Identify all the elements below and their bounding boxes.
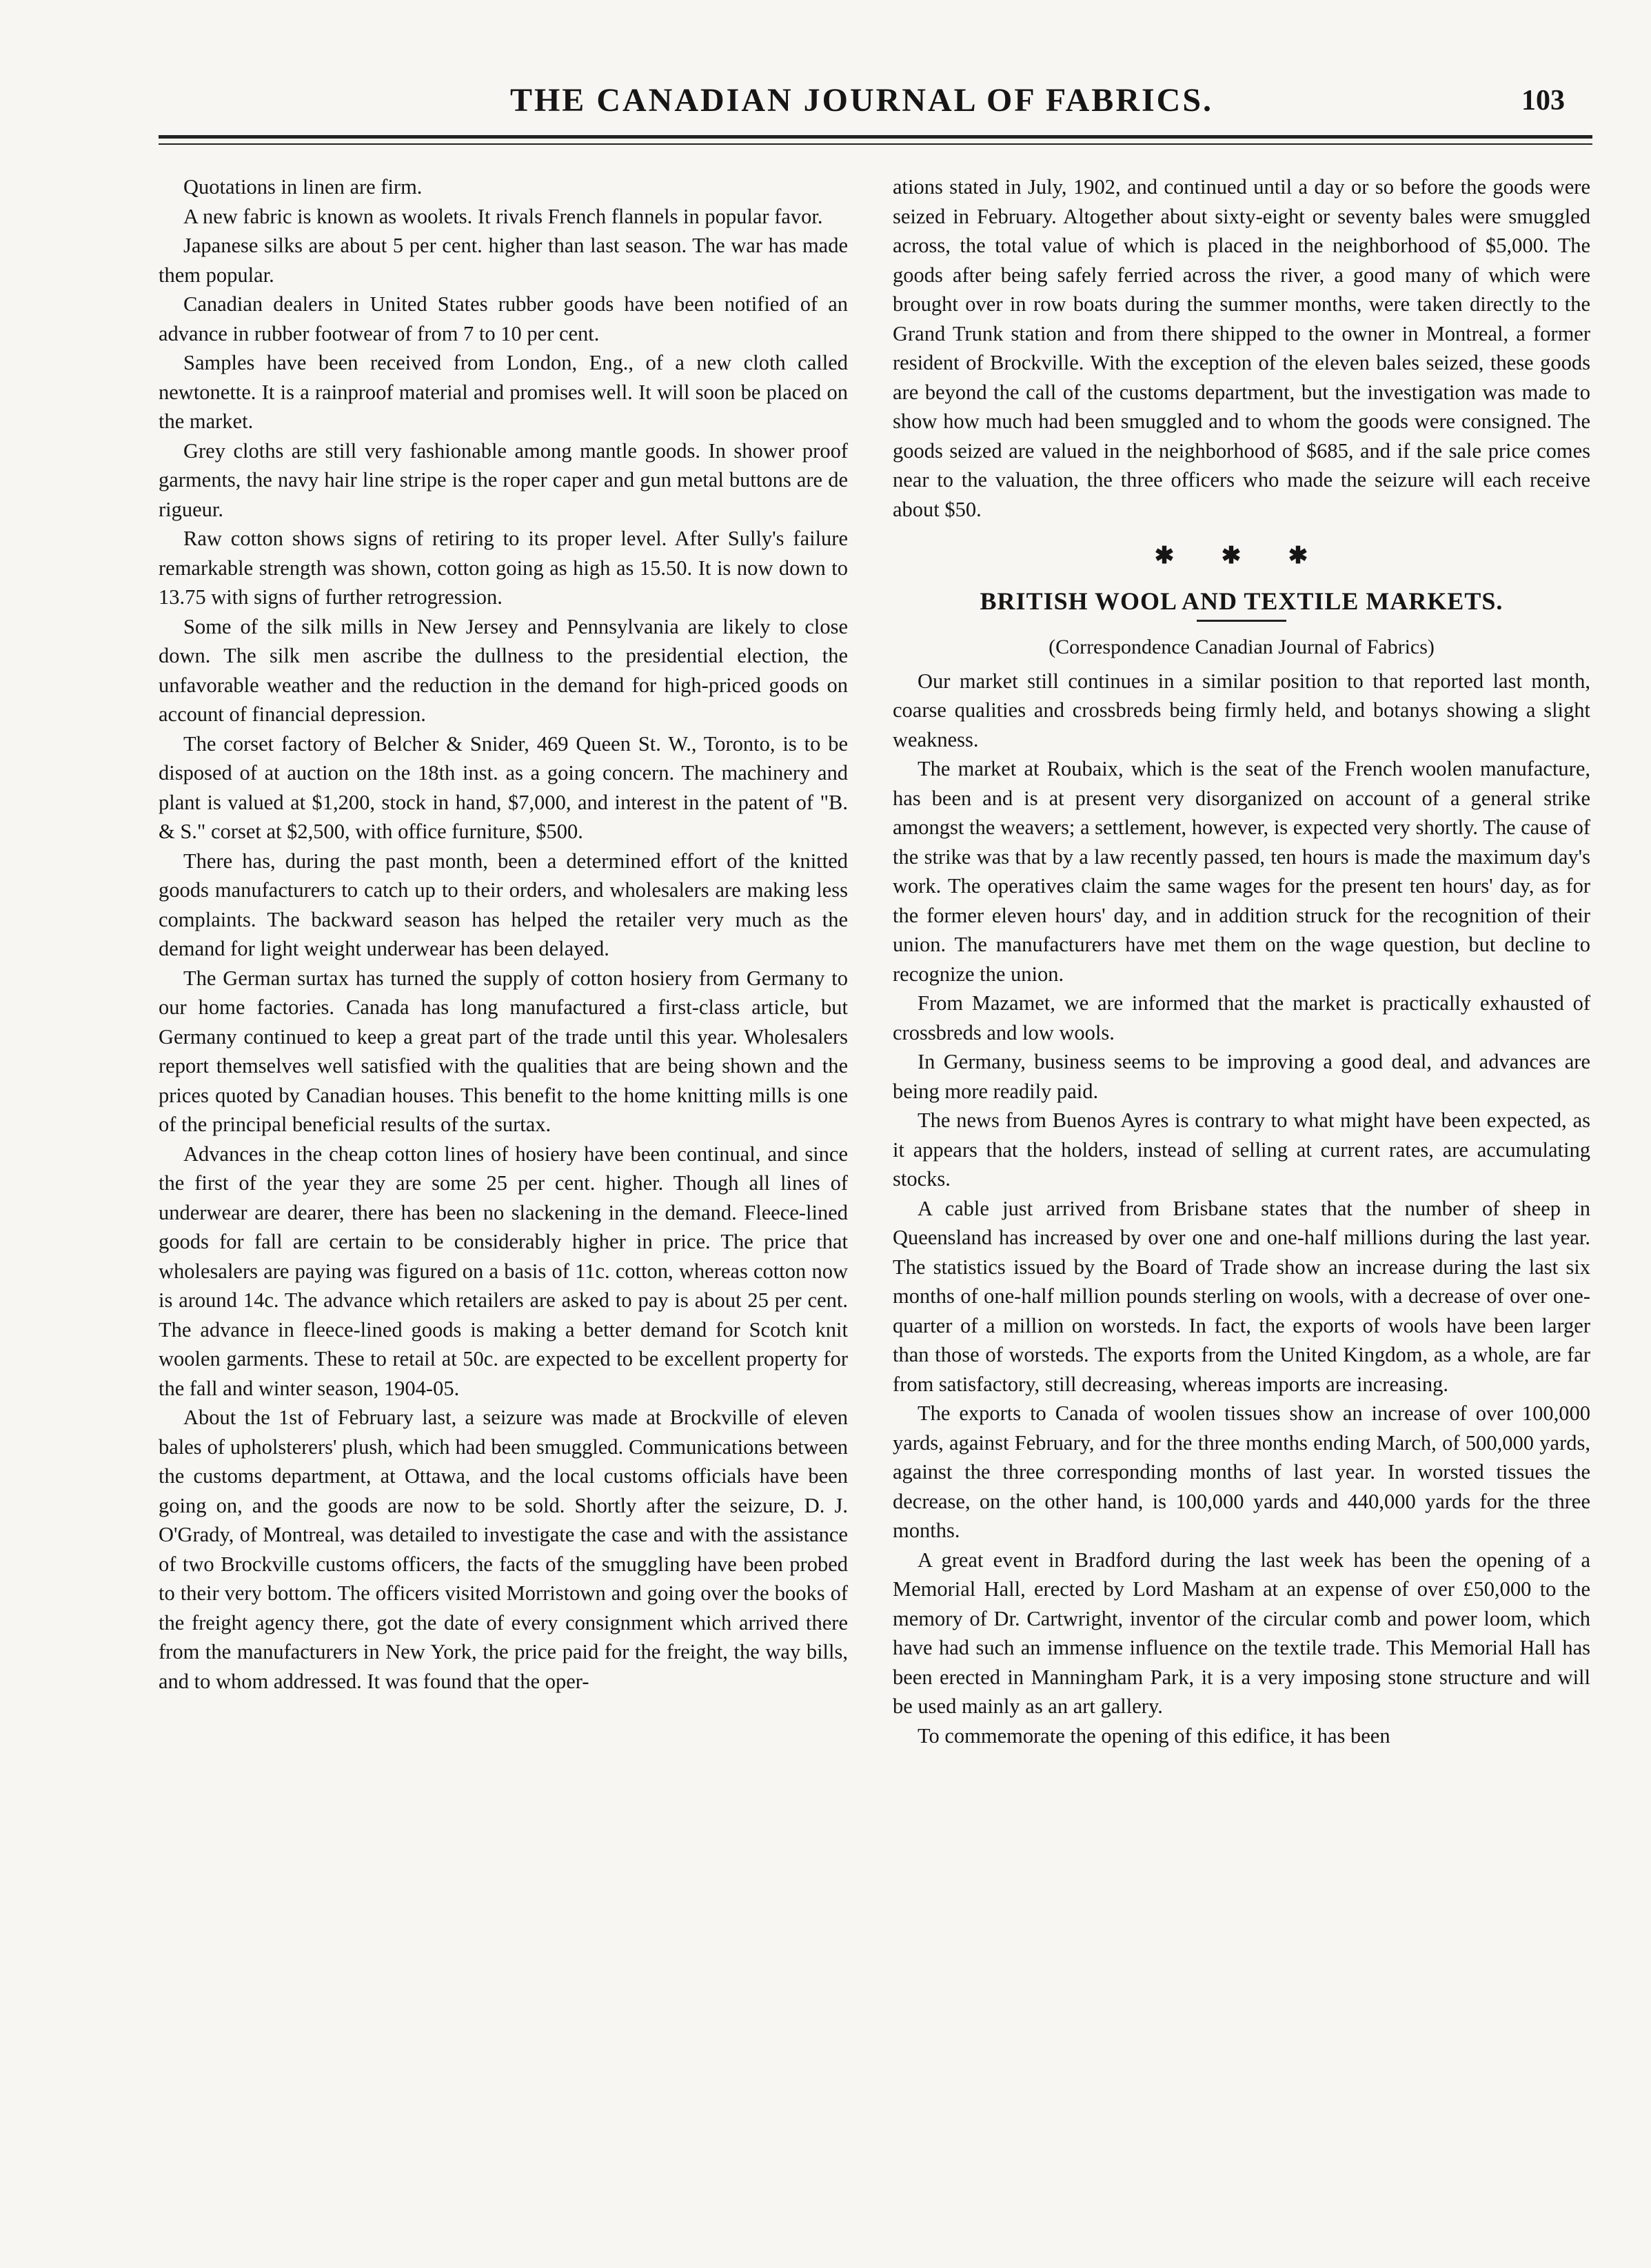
paragraph-germany: In Germany, business seems to be improving a good deal, and advances are being more readily paid.: [893, 1050, 1590, 1103]
paragraph-hosiery-advances: Advances in the cheap cotton lines of hosiery have been continual, and since the first of the year they are some 25 per cent. higher. Though all lines of underwear are dearer, there has been no slackening in the demand. Fleece-lined goods for fall are certain to be considerably higher in price. The price that wholesalers are paying was figured on a basis of 11c. cotton, whereas cotton now is around 14c. The advance which retailers are asked to pay is about 25 per cent. The advance in fleece-lined goods is making a better demand for Scotch knit woolen garments. These to retail at 50c. are expected to be excellent property for the fall and winter season, 1904-05.: [159, 1142, 848, 1400]
paragraph-woolets: A new fabric is known as woolets. It rivals French flannels in popular favor.: [183, 204, 823, 228]
paragraph-japanese-silks: Japanese silks are about 5 per cent. higher than last season. The war has made them popular.: [159, 234, 848, 287]
paragraph-brockville-seizure: About the 1st of February last, a seizure was made at Brockville of eleven bales of upholsterers' plush, which had been smuggled. Communications between the customs department, at Ottawa, and the local customs officials have been going on, and the goods are now to be sold. Shortly after the seizure, D. J. O'Grady, of Montreal, was detailed to investigate the case and with the assistance of two Brockville customs officers, the facts of the smuggling have been probed to their very bottom. The officers visited Morristown and going over the books of the freight agency there, got the date of every consignment which arrived there from the manufacturers in New York, the price paid for the freight, the way bills, and to whom addressed. It was found that the oper-: [159, 1406, 848, 1693]
right-column: [893, 172, 1590, 1750]
paragraph-raw-cotton: Raw cotton shows signs of retiring to its proper level. After Sully's failure remarkable strength was shown, cotton going as high as 15.50. It is now down to 13.75 with signs of further retrogression.: [159, 527, 848, 609]
page-header: [159, 81, 1565, 130]
paragraph-seizure-continuation: ations stated in July, 1902, and continued until a day or so before the goods were seized in February. Altogether about sixty-eight or seventy bales were smuggled across, the total value of which is placed in the neighborhood of $5,000. The goods after being safely ferried across the river, a good many of which were brought over in row boats during the summer months, were taken directly to the Grand Trunk station and from there shipped to the owner in Montreal, a former resident of Brockville. With the exception of the eleven bales seized, these goods are beyond the call of the customs department, but the investigation was made to show how much had been smuggled and to whom the goods were consigned. The goods seized are valued in the neighborhood of $685, and if the sale price comes near to the valuation, the three officers who made the seizure will each receive about $50.: [893, 175, 1590, 521]
left-column: [159, 172, 848, 1696]
header-rule-thin: [159, 143, 1592, 145]
section-subheading: (Correspondence Canadian Journal of Fabrics): [1049, 636, 1435, 658]
paragraph-mazamet: From Mazamet, we are informed that the market is practically exhausted of crossbreds and low wools.: [893, 991, 1590, 1044]
paragraph-grey-cloths: Grey cloths are still very fashionable among mantle goods. In shower proof garments, the navy hair line stripe is the roper caper and gun metal buttons are de rigueur.: [159, 438, 848, 521]
paragraph-corset-factory: The corset factory of Belcher & Snider, 469 Queen St. W., Toronto, is to be disposed of at auction on the 18th inst. as a going concern. The machinery and plant is valued at $1,200, stock in hand, $7,000, and interest in the patent of "B. & S." corset at $2,500, with office furniture, $500.: [159, 731, 848, 843]
header-rule-thick: [159, 135, 1592, 139]
section-heading: BRITISH WOOL AND TEXTILE MARKETS.: [980, 587, 1503, 615]
section-ornament: ✱ ✱ ✱: [1154, 543, 1329, 569]
paragraph-knitted-goods: There has, during the past month, been a determined effort of the knitted goods manufacturers to catch up to their orders, and wholesalers are making less complaints. The backward season has helped the retailer very much as the demand for light weight underwear has been delayed.: [159, 849, 848, 960]
heading-rule: [1197, 620, 1286, 622]
page-number: 103: [1521, 85, 1565, 117]
paragraph-newtonette: Samples have been received from London, Eng., of a new cloth called newtonette. It is a rainproof material and promises well. It will soon be placed on the market.: [159, 351, 848, 433]
paragraph-roubaix-strike: The market at Roubaix, which is the seat of the French woolen manufacture, has been and is at present very disorganized on account of a general strike amongst the weavers; a settlement, however, is expected very shortly. The cause of the strike was that by a law recently passed, ten hours is made the maximum day's work. The operatives claim the same wages for the present ten hours' day, as for the former eleven hours' day, and in addition struck for the recognition of their union. The manufacturers have met them on the wage question, but decline to recognize the union.: [893, 757, 1590, 986]
paragraph-commemorate: To commemorate the opening of this edifice, it has been: [918, 1723, 1390, 1748]
paragraph-rubber-goods: Canadian dealers in United States rubber goods have been notified of an advance in rubber footwear of from 7 to 10 per cent.: [159, 292, 848, 345]
paragraph-silk-mills: Some of the silk mills in New Jersey and Pennsylvania are likely to close down. The silk men ascribe the dullness to the presidential election, the unfavorable weather and the reduction in the demand for high-priced goods on account of financial depression.: [159, 614, 848, 726]
paragraph-brisbane-cable: A cable just arrived from Brisbane states that the number of sheep in Queensland has increased by over one and one-half millions during the last year. The statistics issued by the Board of Trade show an increase during the last six months of one-half million pounds sterling on wools, with a decrease of over one-quarter of a million on worsteds. In fact, the exports of wools have been larger than those of worsteds. The exports from the United Kingdom, as a whole, are far from satisfactory, still decreasing, whereas imports are increasing.: [893, 1196, 1590, 1396]
paragraph-buenos-ayres: The news from Buenos Ayres is contrary to what might have been expected, as it appears that the holders, instead of selling at current rates, are accumulating stocks.: [893, 1108, 1590, 1191]
paragraph-linen-quotations: Quotations in linen are firm.: [183, 175, 423, 199]
paragraph-bradford-memorial: A great event in Bradford during the last week has been the opening of a Memorial Hall, erected by Lord Masham at an expense of over £50,000 to the memory of Dr. Cartwright, inventor of the circular comb and power loom, which have had such an immense influence on the textile trade. This Memorial Hall has been erected in Manningham Park, it is a very imposing stone structure and will be used mainly as an art gallery.: [893, 1548, 1590, 1718]
paragraph-german-surtax: The German surtax has turned the supply of cotton hosiery from Germany to our home factories. Canada has long manufactured a first-class article, but Germany continued to keep a great part of the trade until this year. Wholesalers report themselves well satisfied with the qualities that are being shown and the prices quoted by Canadian houses. This benefit to the home knitting mills is one of the principal beneficial results of the surtax.: [159, 966, 848, 1136]
paragraph-canada-exports: The exports to Canada of woolen tissues show an increase of over 100,000 yards, against February, and for the three months ending March, of 500,000 yards, against the three corresponding months of last year. In worsted tissues the decrease, on the other hand, is 100,000 yards and 440,000 yards for the three months.: [893, 1401, 1590, 1542]
running-title: THE CANADIAN JOURNAL OF FABRICS.: [509, 82, 1214, 119]
paragraph-market-position: Our market still continues in a similar position to that reported last month, coarse qualities and crossbreds being firmly held, and botanys showing a slight weakness.: [893, 669, 1590, 751]
